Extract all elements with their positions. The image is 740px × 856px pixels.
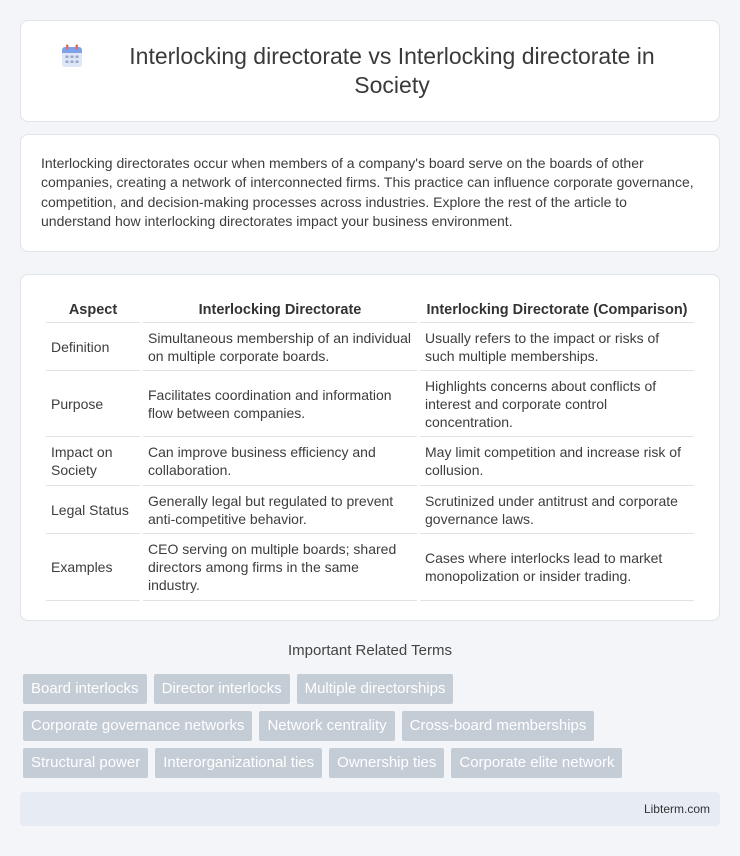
column-header-aspect: Aspect (46, 293, 140, 323)
table-row (46, 534, 694, 601)
row-cell-directorate: Generally legal but regulated to prevent anti-competitive behavior. (143, 486, 417, 534)
row-cell-directorate: Simultaneous membership of an individual on multiple corporate boards. (143, 323, 417, 371)
row-cell-comparison: Cases where interlocks lead to market monopolization or insider trading. (420, 534, 694, 601)
table-row (46, 486, 694, 534)
row-cell-comparison: Scrutinized under antitrust and corporate governance laws. (420, 486, 694, 534)
row-aspect: Examples (46, 534, 140, 601)
row-aspect: Definition (46, 323, 140, 371)
page-title: Interlocking directorate vs Interlocking directorate in Society (129, 43, 655, 98)
row-cell-directorate: Facilitates coordination and information flow between companies. (143, 371, 417, 437)
row-cell-directorate: Can improve business efficiency and collaboration. (143, 437, 417, 486)
row-aspect: Purpose (46, 371, 140, 437)
tag-corporate-governance-networks[interactable]: Corporate governance networks (23, 711, 252, 741)
tag-corporate-elite-network[interactable]: Corporate elite network (451, 748, 622, 778)
table-header-row (46, 293, 694, 323)
calendar-icon (61, 44, 83, 68)
tag-ownership-ties[interactable]: Ownership ties (329, 748, 444, 778)
column-header-interlocking-directorate: Interlocking Directorate (143, 293, 417, 323)
table-row (46, 371, 694, 437)
tag-row (23, 711, 723, 741)
tag-interorganizational-ties[interactable]: Interorganizational ties (155, 748, 322, 778)
row-cell-comparison: Highlights concerns about conflicts of interest and corporate control concentration. (420, 371, 694, 437)
footer-brand-link[interactable]: Libterm.com (643, 802, 710, 816)
row-aspect: Impact on Society (46, 437, 140, 486)
row-cell-comparison: Usually refers to the impact or risks of such multiple memberships. (420, 323, 694, 371)
tag-structural-power[interactable]: Structural power (23, 748, 148, 778)
row-cell-comparison: May limit competition and increase risk of collusion. (420, 437, 694, 486)
tag-board-interlocks[interactable]: Board interlocks (23, 674, 147, 704)
row-cell-directorate: CEO serving on multiple boards; shared directors among firms in the same industry. (143, 534, 417, 601)
related-terms-heading: Important Related Terms (288, 642, 452, 659)
comparison-card (20, 274, 720, 621)
tag-cross-board-memberships[interactable]: Cross-board memberships (402, 711, 595, 741)
row-aspect: Legal Status (46, 486, 140, 534)
intro-card (20, 134, 720, 252)
intro-paragraph: Interlocking directorates occur when members of a company's board serve on the boards of other companies, creating a network of interconnected firms. This practice can influence corporate governance, competition, and decision-making processes across industries. Explore the rest of the article to understand how interlocking directorates impact your business environment. (41, 155, 694, 230)
table-row (46, 437, 694, 486)
tag-director-interlocks[interactable]: Director interlocks (154, 674, 290, 704)
table-row (46, 323, 694, 371)
tag-row (23, 674, 723, 704)
related-terms (23, 674, 723, 785)
title-card (20, 20, 720, 122)
tag-multiple-directorships[interactable]: Multiple directorships (297, 674, 454, 704)
comparison-table (43, 293, 697, 601)
column-header-comparison: Interlocking Directorate (Comparison) (420, 293, 694, 323)
tag-row (23, 748, 723, 778)
tag-network-centrality[interactable]: Network centrality (259, 711, 394, 741)
footer (20, 792, 720, 826)
